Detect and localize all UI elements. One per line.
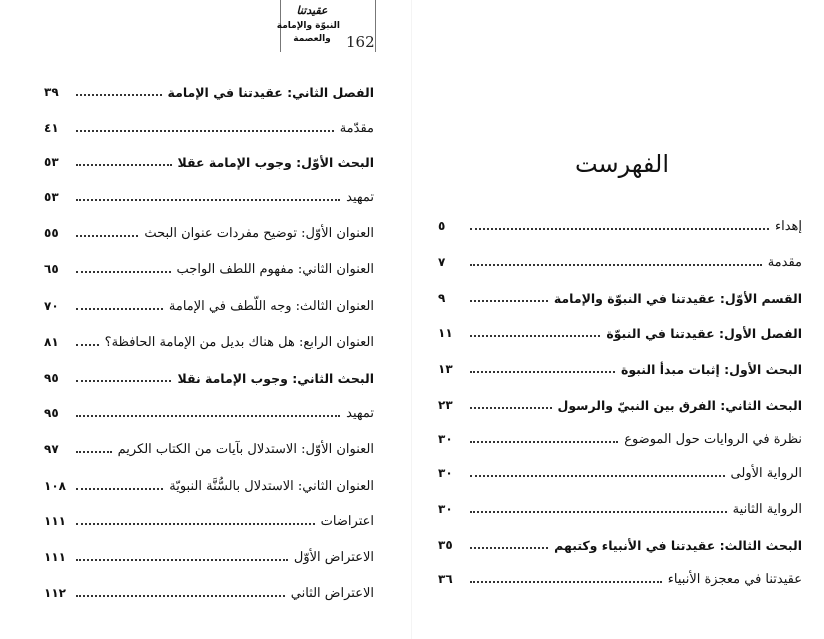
dot-leader	[76, 130, 334, 132]
dot-leader	[470, 300, 548, 302]
dot-leader	[76, 344, 99, 346]
toc-entry-title: العنوان الثاني: مفهوم اللطف الواجب	[176, 261, 374, 277]
dot-leader	[76, 415, 340, 417]
toc-entry	[44, 330, 374, 354]
toc-entry	[44, 509, 374, 533]
dot-leader	[470, 547, 548, 549]
toc-entry-page: ٦٥	[44, 262, 59, 276]
toc-entry	[438, 393, 802, 417]
toc-entry	[44, 401, 374, 425]
toc-entry-page: ٨١	[44, 335, 59, 349]
page-number: 162	[346, 33, 375, 51]
toc-entry-title: العنوان الثاني: الاستدلال بالسُّنَّة النبويّة	[169, 478, 374, 494]
toc-entry	[44, 545, 374, 569]
toc-entry	[438, 533, 802, 557]
toc-entry	[438, 497, 802, 521]
toc-entry-title: البحث الثاني: وجوب الإمامة نقلا	[177, 370, 374, 386]
toc-entry-page: ٣٦	[438, 572, 453, 586]
book-title-line2: والعصمة	[293, 34, 331, 44]
toc-entry-title: القسم الأوّل: عقيدتنا في النبوّة والإمامة	[553, 290, 802, 306]
toc-entry-page: ٩٥	[44, 371, 59, 385]
toc-entry-title: مقدمة	[767, 254, 802, 270]
toc-entry	[44, 257, 374, 281]
dot-leader	[76, 271, 171, 273]
toc-entry-title: الرواية الثانية	[732, 501, 802, 517]
toc-entry-page: ١٣	[438, 362, 453, 376]
toc-entry-title: البحث الثاني: الفرق بين النبيّ والرسول	[557, 397, 802, 413]
toc-entry-page: ٣٠	[438, 502, 453, 516]
dot-leader	[470, 407, 552, 409]
toc-entry	[438, 214, 802, 238]
toc-entry-page: ٤١	[44, 121, 59, 135]
dot-leader	[470, 475, 725, 477]
dot-leader	[470, 228, 769, 230]
toc-entry-title: عقيدتنا في معجزة الأنبياء	[667, 571, 802, 587]
toc-entry	[44, 366, 374, 390]
toc-entry-page: ٣٠	[438, 466, 453, 480]
toc-entry-page: ٣٩	[44, 85, 59, 99]
toc-entry	[44, 150, 374, 174]
toc-entry-title: العنوان الأوّل: الاستدلال بآيات من الكتاب الكريم	[117, 441, 374, 457]
toc-entry-page: ٧	[438, 255, 446, 269]
dot-leader	[470, 511, 727, 513]
toc-entry	[438, 427, 802, 451]
toc-entry-title: الاعتراض الثاني	[290, 585, 374, 601]
toc-entry-page: ١١٢	[44, 586, 66, 600]
toc-entry-page: ٥	[438, 219, 446, 233]
dot-leader	[76, 595, 285, 597]
toc-entry-title: العنوان الثالث: وجه اللّطف في الإمامة	[168, 298, 374, 314]
running-head-rule-right	[375, 0, 376, 52]
toc-entry-page: ٩٥	[44, 406, 59, 420]
dot-leader	[76, 380, 171, 382]
toc-entry-title: نظرة في الروايات حول الموضوع	[624, 431, 802, 447]
toc-entry-title: البحث الأوّل: وجوب الإمامة عقلا	[177, 154, 374, 170]
toc-entry	[44, 581, 374, 605]
toc-entry-title: العنوان الأوّل: توضيح مفردات عنوان البحث	[144, 225, 374, 241]
toc-entry	[438, 357, 802, 381]
dot-leader	[76, 488, 163, 490]
dot-leader	[76, 94, 162, 96]
toc-entry	[44, 221, 374, 245]
toc-entry	[438, 286, 802, 310]
toc-entry-title: اعتراضات	[320, 513, 374, 529]
toc-entry-title: الفصل الثاني: عقيدتنا في الإمامة	[167, 84, 374, 100]
toc-entry-title: البحث الأول: إثبات مبدأ النبوة	[620, 361, 802, 377]
dot-leader	[76, 199, 340, 201]
dot-leader	[76, 164, 172, 166]
toc-entry-page: ١١	[438, 326, 453, 340]
dot-leader	[76, 235, 138, 237]
toc-entry-title: الفصل الأول: عقيدتنا في النبوّة	[606, 325, 802, 341]
dot-leader	[470, 335, 600, 337]
toc-entry	[438, 461, 802, 485]
toc-entry-page: ٣٥	[438, 538, 453, 552]
book-logo: عقيدتنا	[296, 4, 328, 17]
toc-entry-page: ٩٧	[44, 442, 59, 456]
toc-entry	[438, 567, 802, 591]
toc-entry	[44, 437, 374, 461]
dot-leader	[470, 581, 662, 583]
toc-entry-page: ٣٠	[438, 432, 453, 446]
toc-entry-page: ٢٣	[438, 398, 453, 412]
toc-entry	[44, 185, 374, 209]
toc-entry-title: الاعتراض الأوّل	[293, 549, 374, 565]
right-page	[412, 0, 824, 639]
toc-entry-page: ٥٥	[44, 226, 59, 240]
toc-entry-page: ٧٠	[44, 299, 59, 313]
dot-leader	[76, 451, 112, 453]
toc-entry	[44, 474, 374, 498]
toc-entry-title: العنوان الرابع: هل هناك بديل من الإمامة الحافظة؟	[104, 334, 374, 350]
toc-entry	[438, 321, 802, 345]
toc-entry-title: مقدّمة	[339, 120, 374, 136]
toc-entry-page: ١١١	[44, 550, 66, 564]
toc-entry-title: تمهيد	[346, 189, 374, 205]
toc-entry-title: تمهيد	[346, 405, 374, 421]
dot-leader	[76, 559, 288, 561]
toc-entry	[438, 250, 802, 274]
toc-entry-page: ٥٣	[44, 190, 59, 204]
dot-leader	[470, 264, 762, 266]
toc-entry-page: ٥٣	[44, 155, 59, 169]
dot-leader	[470, 441, 618, 443]
dot-leader	[76, 308, 163, 310]
toc-entry-title: الرواية الأولى	[730, 465, 802, 481]
running-head	[276, 0, 376, 52]
toc-entry	[44, 116, 374, 140]
dot-leader	[470, 371, 615, 373]
toc-entry-page: ١١١	[44, 514, 66, 528]
toc-entry-page: ١٠٨	[44, 479, 66, 493]
toc-entry	[44, 80, 374, 104]
toc-entry-title: إهداء	[774, 218, 802, 234]
toc-entry-page: ٩	[438, 291, 446, 305]
toc-heading: الفهرست	[574, 150, 670, 178]
dot-leader	[76, 523, 315, 525]
toc-entry-title: البحث الثالث: عقيدتنا في الأنبياء وكتبهم	[554, 537, 802, 553]
toc-entry	[44, 294, 374, 318]
book-title-line1: النبوّة والإمامة	[276, 21, 340, 31]
